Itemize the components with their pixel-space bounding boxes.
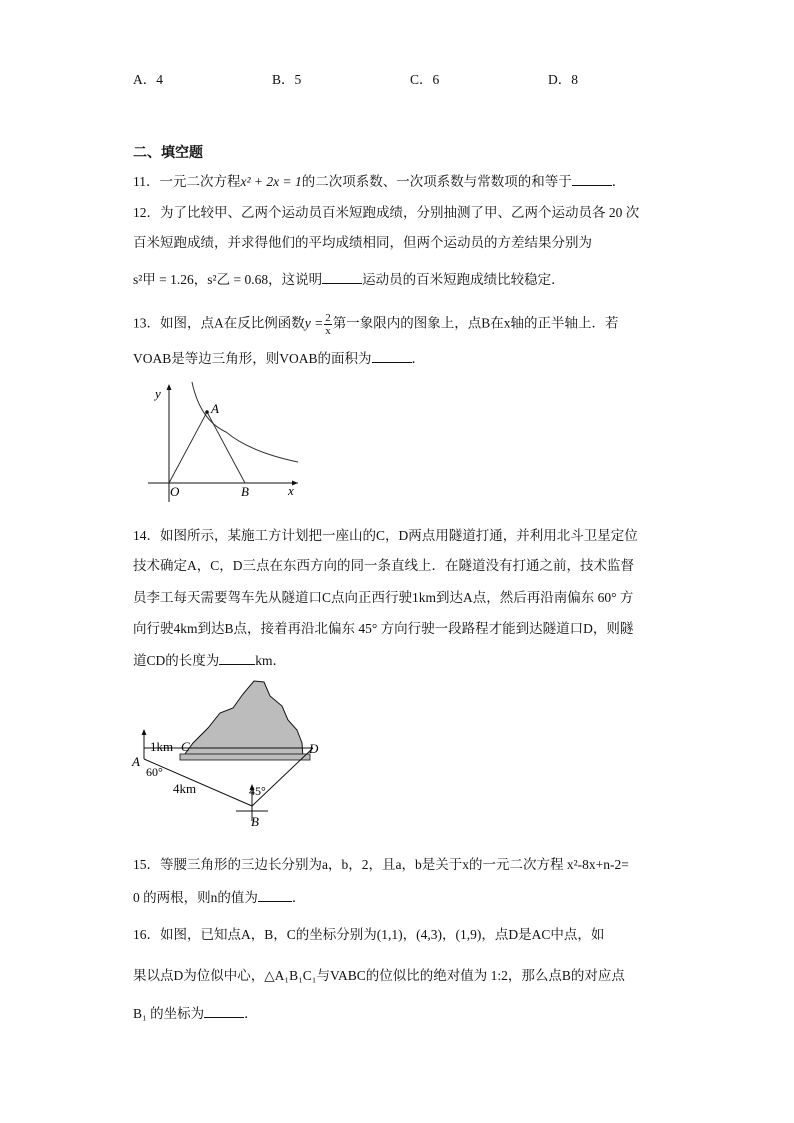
option-a: A．4	[133, 72, 163, 87]
point-d-label: D	[309, 741, 319, 756]
question-14-line5: 道CD的长度为 km．	[133, 653, 287, 668]
answer-blank	[372, 349, 412, 363]
question-13-line1: 13．如图，点A在反比例函数y = $\frac{2}{x}$ 第一象限内的图象上，点B在x轴的正半轴上．若	[133, 312, 619, 337]
answer-blank	[322, 270, 362, 284]
origin-label: O	[170, 484, 180, 499]
question-12-line1: 12．为了比较甲、乙两个运动员百米短跑成绩，分别抽测了甲、乙两个运动员各 20 次	[133, 205, 640, 220]
angle-60-label: 60°	[146, 765, 163, 779]
figure-14	[130, 678, 330, 834]
variance-jia: s²甲 = 1.26	[133, 272, 194, 287]
answer-blank	[258, 888, 292, 902]
fraction: $\frac{2}{x}$	[325, 312, 331, 337]
point-a-label: A	[132, 754, 140, 769]
question-14-line4: 向行驶4km到达B点，接着再沿北偏东 45° 方向行驶一段路程才能到达隧道口D，则隧	[133, 621, 634, 636]
question-15-line1: 15．等腰三角形的三边长分别为a，b，2，且a，b是关于x的一元二次方程 x²-8x+n-2=	[133, 857, 629, 872]
variance-yi: s²乙 = 0.68	[207, 272, 269, 287]
question-14-line1: 14．如图所示，某施工方计划把一座山的C，D两点用隧道打通，并利用北斗卫星定位	[133, 528, 638, 543]
answer-blank	[572, 172, 612, 186]
question-16-line2: 果以点D为位似中心，△A₁B₁C₁与VABC的位似比的绝对值为 1:2，那么点B的对应点	[133, 968, 625, 983]
equation: x² + 2x = 1	[240, 174, 302, 189]
figure-13	[140, 380, 305, 512]
point-b-label: B	[251, 814, 259, 829]
answer-blank	[204, 1004, 244, 1018]
point-b-label: B	[241, 484, 249, 499]
question-12-line3: s²甲 = 1.26，s²乙 = 0.68，这说明 运动员的百米短跑成绩比较稳定．	[133, 272, 565, 287]
question-14-line2: 技术确定A，C，D三点在东西方向的同一条直线上．在隧道没有打通之前，技术监督	[133, 558, 635, 573]
question-15-line2: 0 的两根，则n的值为 ．	[133, 890, 306, 905]
angle-45-label: 45°	[249, 784, 266, 798]
option-c: C．6	[410, 72, 440, 87]
answer-blank	[219, 651, 255, 665]
question-14-line3: 员李工每天需要驾车先从隧道口C点向正西行驶1km到达A点，然后再沿南偏东 60° 方	[133, 590, 634, 605]
section-title: 二、填空题	[133, 146, 203, 161]
point-a-label: A	[211, 401, 219, 416]
question-16-line1: 16．如图，已知点A，B，C的坐标分别为(1,1)，(4,3)，(1,9)，点D是AC中点，如	[133, 927, 605, 942]
label-4km: 4km	[173, 781, 197, 796]
point-c-label: C	[181, 739, 190, 754]
option-d: D．8	[548, 72, 578, 87]
question-13-line2: VOAB是等边三角形，则VOAB的面积为 ．	[133, 351, 426, 366]
question-11: 11．一元二次方程x² + 2x = 1的二次项系数、一次项系数与常数项的和等于 ．	[133, 174, 626, 189]
x-axis-label: x	[288, 483, 294, 498]
question-16-line3: B₁ 的坐标为 ．	[133, 1006, 258, 1021]
option-b: B．5	[272, 72, 302, 87]
y-axis-label: y	[155, 386, 161, 401]
mountain	[182, 681, 303, 758]
question-12-line2: 百米短跑成绩，并求得他们的平均成绩相同，但两个运动员的方差结果分别为	[133, 235, 592, 250]
label-1km: 1km	[150, 739, 174, 754]
